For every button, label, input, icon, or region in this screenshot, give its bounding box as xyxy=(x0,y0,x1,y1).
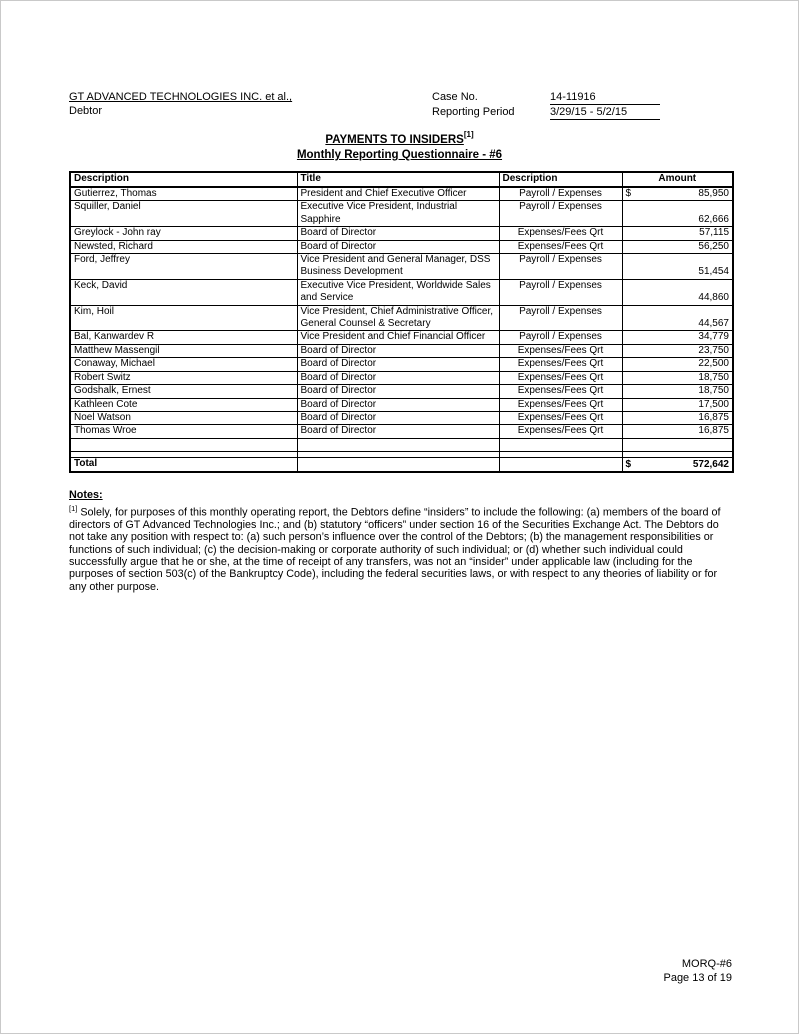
reporting-period-label: Reporting Period xyxy=(432,106,515,118)
amount-value: 17,500 xyxy=(698,398,729,410)
page-title: PAYMENTS TO INSIDERS[1] xyxy=(1,128,798,148)
payment-type-cell: Expenses/Fees Qrt xyxy=(499,411,622,424)
insider-name-cell: Gutierrez, Thomas xyxy=(70,187,297,201)
footnote-body: Solely, for purposes of this monthly operating report, the Debtors define “insiders” to include the following: (a) members of the board of directors of GT Advanced Technologies Inc.; and (b) statutory “officers” under section 16 of the Securities Exchange Act. The Debtors do not take any position with respect to: (a) such person’s influence over the control of the Debtors; (b) the management responsibilities or functions of such individual; (c) the decision-making or corporate authority of such individual; or (d) whether such individual could successfully argue that he or she, at the time of receipt of any transfers, was not an “insider” under applicable law (including for the purposes of section 503(c) of the Bankruptcy Code), including the federal securities laws, or with respect to any theories of liability or for any other purpose. xyxy=(69,506,721,593)
header-description-name: Description xyxy=(70,172,297,187)
case-block xyxy=(432,90,732,120)
amount-value: 85,950 xyxy=(698,188,729,199)
insider-name-cell: Squiller, Daniel xyxy=(70,201,297,227)
amount-value: 62,666 xyxy=(698,213,729,225)
amount-cell xyxy=(622,371,733,384)
debtor-block xyxy=(69,90,292,118)
amount-cell xyxy=(622,201,733,227)
amount-value: 44,567 xyxy=(698,318,729,330)
amount-cell xyxy=(622,358,733,371)
page-footer xyxy=(663,957,732,985)
amount-value: 18,750 xyxy=(698,371,729,383)
insider-title-cell: President and Chief Executive Officer xyxy=(297,187,499,201)
insider-title-cell: Executive Vice President, Industrial Sapphire xyxy=(297,201,499,227)
insider-title-cell: Board of Director xyxy=(297,227,499,240)
payment-type-cell: Payroll / Expenses xyxy=(499,305,622,331)
total-label-cell: Total xyxy=(70,457,297,472)
letterhead xyxy=(69,90,732,120)
table-row xyxy=(70,385,733,398)
debtor-label: Debtor xyxy=(69,105,103,117)
table-row xyxy=(70,240,733,253)
insider-name-cell: Keck, David xyxy=(70,279,297,305)
amount-cell xyxy=(622,240,733,253)
insider-name-cell: Kim, Hoil xyxy=(70,305,297,331)
insider-name-cell: Godshalk, Ernest xyxy=(70,385,297,398)
page-subtitle: Monthly Reporting Questionnaire - #6 xyxy=(296,148,503,161)
table-row xyxy=(70,425,733,438)
payment-type-cell: Payroll / Expenses xyxy=(499,331,622,344)
insider-title-cell: Executive Vice President, Worldwide Sales and Service xyxy=(297,279,499,305)
payment-type-cell xyxy=(499,438,622,451)
insider-name-cell: Conaway, Michael xyxy=(70,358,297,371)
insider-table-body xyxy=(70,187,733,457)
table-row xyxy=(70,344,733,357)
insider-name-cell: Matthew Massengil xyxy=(70,344,297,357)
case-number-label: Case No. xyxy=(432,91,478,103)
insider-title-cell: Board of Director xyxy=(297,358,499,371)
insider-name-cell xyxy=(70,438,297,451)
amount-cell xyxy=(622,254,733,280)
amount-value: 44,860 xyxy=(698,292,729,304)
table-row xyxy=(70,411,733,424)
total-title-cell xyxy=(297,457,499,472)
amount-value: 23,750 xyxy=(698,344,729,356)
payment-type-cell: Expenses/Fees Qrt xyxy=(499,227,622,240)
amount-cell xyxy=(622,425,733,438)
amount-cell xyxy=(622,344,733,357)
insider-name-cell: Thomas Wroe xyxy=(70,425,297,438)
header-title: Title xyxy=(297,172,499,187)
insider-title-cell xyxy=(297,438,499,451)
amount-value: 16,875 xyxy=(698,411,729,423)
payment-type-cell: Expenses/Fees Qrt xyxy=(499,398,622,411)
insider-title-cell: Vice President and General Manager, DSS Business Development xyxy=(297,254,499,280)
footnote-marker: [1] xyxy=(69,504,78,514)
case-number-value: 14-11916 xyxy=(550,90,660,105)
footer-page-number: Page 13 of 19 xyxy=(663,972,732,984)
insider-name-cell: Newsted, Richard xyxy=(70,240,297,253)
payment-type-cell: Expenses/Fees Qrt xyxy=(499,344,622,357)
payments-to-insiders-table xyxy=(69,171,734,473)
insider-title-cell: Vice President and Chief Financial Officer xyxy=(297,331,499,344)
table-row xyxy=(70,371,733,384)
amount-cell xyxy=(622,398,733,411)
table-header-row xyxy=(70,172,733,187)
table-row xyxy=(70,305,733,331)
payment-type-cell: Payroll / Expenses xyxy=(499,201,622,227)
table-row xyxy=(70,227,733,240)
amount-value: 572,642 xyxy=(692,458,729,470)
amount-cell xyxy=(622,385,733,398)
payment-type-cell: Expenses/Fees Qrt xyxy=(499,240,622,253)
amount-value: 22,500 xyxy=(698,358,729,370)
reporting-period-value: 3/29/15 - 5/2/15 xyxy=(550,105,660,120)
amount-cell xyxy=(622,187,733,201)
insider-name-cell: Ford, Jeffrey xyxy=(70,254,297,280)
amount-value: 16,875 xyxy=(698,425,729,437)
total-type-cell xyxy=(499,457,622,472)
insider-title-cell: Board of Director xyxy=(297,371,499,384)
payment-type-cell: Expenses/Fees Qrt xyxy=(499,425,622,438)
insider-title-cell: Board of Director xyxy=(297,344,499,357)
insider-title-cell: Board of Director xyxy=(297,425,499,438)
table-row xyxy=(70,398,733,411)
payment-type-cell: Expenses/Fees Qrt xyxy=(499,385,622,398)
footnote-text xyxy=(69,503,736,593)
footer-doc-id: MORQ-#6 xyxy=(681,958,732,970)
insider-name-cell: Robert Switz xyxy=(70,371,297,384)
table-row xyxy=(70,331,733,344)
insider-name-cell: Greylock - John ray xyxy=(70,227,297,240)
payment-type-cell: Expenses/Fees Qrt xyxy=(499,358,622,371)
insider-name-cell: Kathleen Cote xyxy=(70,398,297,411)
insider-title-cell: Vice President, Chief Administrative Officer, General Counsel & Secretary xyxy=(297,305,499,331)
notes-heading: Notes: xyxy=(69,489,103,501)
amount-value: 56,250 xyxy=(698,240,729,252)
document-title-block xyxy=(1,128,798,163)
insider-title-cell: Board of Director xyxy=(297,398,499,411)
table-row xyxy=(70,358,733,371)
total-amount-cell xyxy=(622,457,733,472)
insider-title-cell: Board of Director xyxy=(297,411,499,424)
amount-cell xyxy=(622,279,733,305)
amount-value: 57,115 xyxy=(699,227,729,239)
amount-cell xyxy=(622,227,733,240)
insider-name-cell: Bal, Kanwardev R xyxy=(70,331,297,344)
currency-symbol: $ xyxy=(625,458,632,470)
notes-section xyxy=(69,489,736,593)
table-row xyxy=(70,254,733,280)
empty-row xyxy=(70,438,733,451)
header-description-type: Description xyxy=(499,172,622,187)
table-row xyxy=(70,187,733,201)
amount-value: 34,779 xyxy=(698,331,729,343)
amount-cell xyxy=(622,305,733,331)
currency-symbol: $ xyxy=(625,188,632,199)
total-row xyxy=(70,457,733,472)
amount-cell xyxy=(622,331,733,344)
amount-value: 51,454 xyxy=(698,266,729,278)
company-name: GT ADVANCED TECHNOLOGIES INC. et al., xyxy=(69,91,293,103)
table-row xyxy=(70,279,733,305)
payment-type-cell: Payroll / Expenses xyxy=(499,187,622,201)
payment-type-cell: Payroll / Expenses xyxy=(499,254,622,280)
table-row xyxy=(70,201,733,227)
amount-cell xyxy=(622,438,733,451)
amount-cell xyxy=(622,411,733,424)
insider-name-cell: Noel Watson xyxy=(70,411,297,424)
payment-type-cell: Payroll / Expenses xyxy=(499,279,622,305)
amount-value: 18,750 xyxy=(698,385,729,397)
insider-title-cell: Board of Director xyxy=(297,385,499,398)
insider-title-cell: Board of Director xyxy=(297,240,499,253)
title-footnote-marker: [1] xyxy=(463,130,474,139)
payment-type-cell: Expenses/Fees Qrt xyxy=(499,371,622,384)
header-amount: Amount xyxy=(622,172,733,187)
